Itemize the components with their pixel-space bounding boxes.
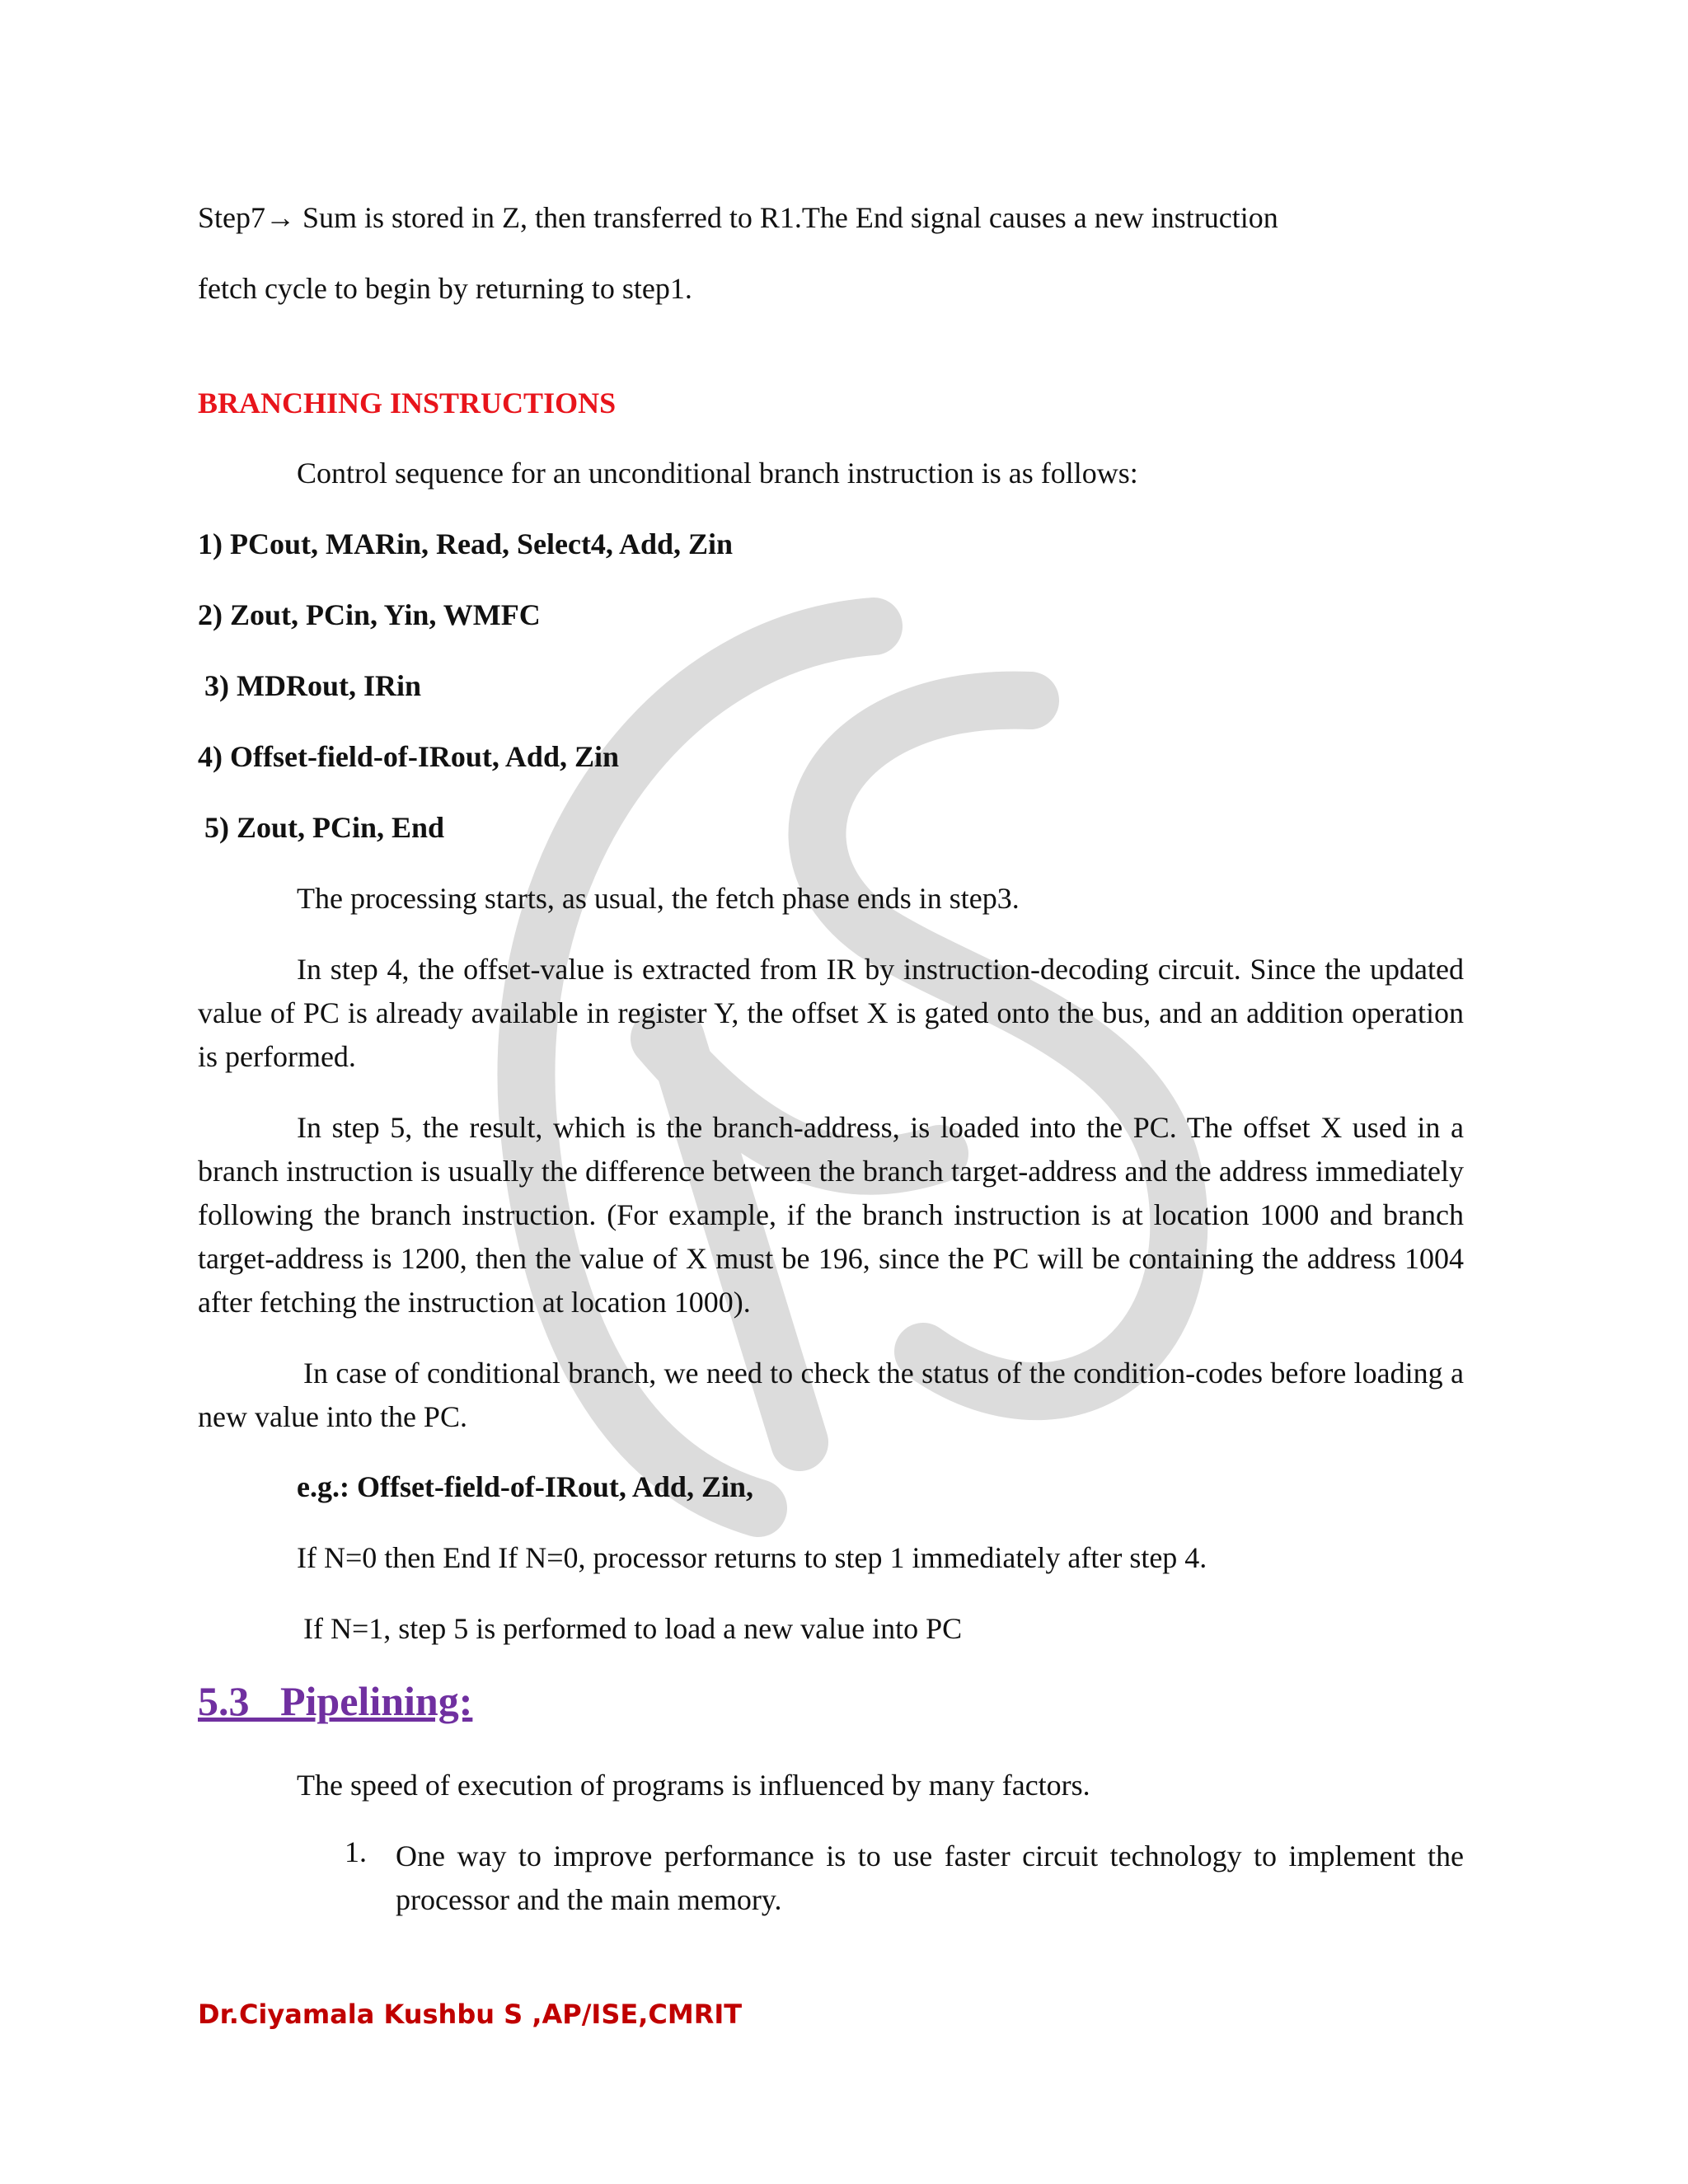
list-number: 1. bbox=[345, 1835, 367, 1868]
step7-line-1: Step7→ Sum is stored in Z, then transferred to R1.The End signal causes a new instruction bbox=[198, 201, 1278, 234]
if-n1-line: If N=1, step 5 is performed to load a new value into PC bbox=[303, 1612, 963, 1645]
step4-paragraph bbox=[198, 948, 1464, 1079]
list-item-text: One way to improve performance is to use faster circuit technology to implement the processor and the main memory. bbox=[396, 1840, 1464, 1916]
conditional-paragraph bbox=[198, 1352, 1464, 1439]
step-4: 4) Offset-field-of-IRout, Add, Zin bbox=[198, 740, 619, 773]
step7-line-2: fetch cycle to begin by returning to step1. bbox=[198, 272, 692, 305]
intro-text: Control sequence for an unconditional branch instruction is as follows: bbox=[297, 457, 1138, 490]
step-2: 2) Zout, PCin, Yin, WMFC bbox=[198, 598, 541, 631]
if-n0-line: If N=0 then End If N=0, processor returns to step 1 immediately after step 4. bbox=[297, 1541, 1207, 1574]
processing-text: The processing starts, as usual, the fetch phase ends in step3. bbox=[297, 882, 1020, 915]
branching-heading: BRANCHING INSTRUCTIONS bbox=[198, 387, 617, 419]
step5-paragraph bbox=[198, 1106, 1464, 1324]
step4-paragraph-text: In step 4, the offset-value is extracted from IR by instruction-decoding circuit. Since the updated value of PC is already available in register Y, the offset X is gated onto the bus, and an addition operation is performed. bbox=[198, 953, 1464, 1073]
section-title: 5.3 Pipelining: bbox=[198, 1678, 473, 1724]
step-1: 1) PCout, MARin, Read, Select4, Add, Zin bbox=[198, 527, 734, 560]
speed-text: The speed of execution of programs is influenced by many factors. bbox=[297, 1769, 1090, 1802]
conditional-paragraph-text: In case of conditional branch, we need to check the status of the condition-codes before loading a new value into the PC. bbox=[198, 1357, 1464, 1433]
step5-paragraph-text: In step 5, the result, which is the branch-address, is loaded into the PC. The offset X used in a branch instruction is usually the difference between the branch target-address and the address immediately following the branch instruction. (For example, if the branch instruction is at location 1000 and branch target-address is 1200, then the value of X must be 196, since the PC will be containing the address 1004 after fetching the instruction at location 1000). bbox=[198, 1111, 1464, 1319]
footer-author: Dr.Ciyamala Kushbu S ,AP/ISE,CMRIT bbox=[198, 1999, 743, 2030]
step-5: 5) Zout, PCin, End bbox=[204, 811, 445, 844]
example-line: e.g.: Offset-field-of-IRout, Add, Zin, bbox=[297, 1470, 753, 1503]
step-3: 3) MDRout, IRin bbox=[204, 669, 422, 702]
